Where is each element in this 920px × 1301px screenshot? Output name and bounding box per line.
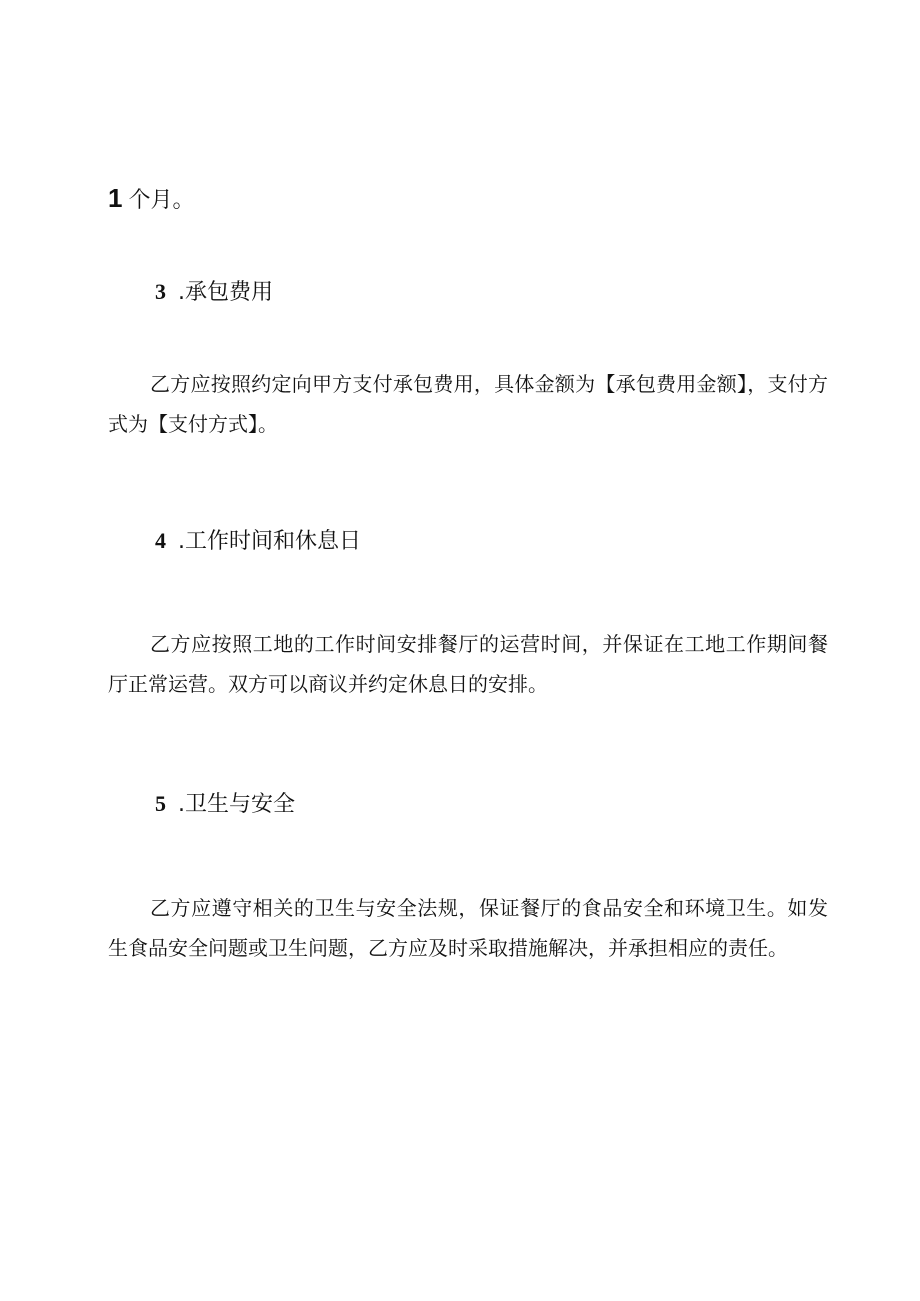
- section-heading-worktime: [155, 525, 361, 558]
- paragraph-text: 乙方应遵守相关的卫生与安全法规，保证餐厅的食品安全和环境卫生。如发生食品安全问题或卫生问题，乙方应及时采取措施解决，并承担相应的责任。: [108, 896, 828, 960]
- section-number: 4: [155, 528, 166, 553]
- paragraph-text: 乙方应按照工地的工作时间安排餐厅的运营时间，并保证在工地工作期间餐厅正常运营。双方可以商议并约定休息日的安排。: [108, 632, 828, 696]
- section-title: .工作时间和休息日: [178, 529, 361, 554]
- section-paragraph-hygiene: [108, 888, 828, 968]
- section-heading-fee: [155, 276, 273, 309]
- paragraph-text: 乙方应按照约定向甲方支付承包费用，具体金额为【承包费用金额】，支付方式为【支付方式】。: [108, 372, 828, 436]
- continuation-line: [108, 182, 194, 217]
- section-number: 5: [155, 791, 166, 816]
- continuation-number: 1: [108, 183, 123, 213]
- section-number: 3: [155, 279, 166, 304]
- section-paragraph-fee: [108, 364, 828, 444]
- section-title: .卫生与安全: [178, 792, 295, 817]
- section-paragraph-worktime: [108, 624, 828, 704]
- continuation-text: 个月。: [128, 188, 195, 213]
- section-heading-hygiene: [155, 788, 295, 821]
- section-title: .承包费用: [178, 280, 273, 305]
